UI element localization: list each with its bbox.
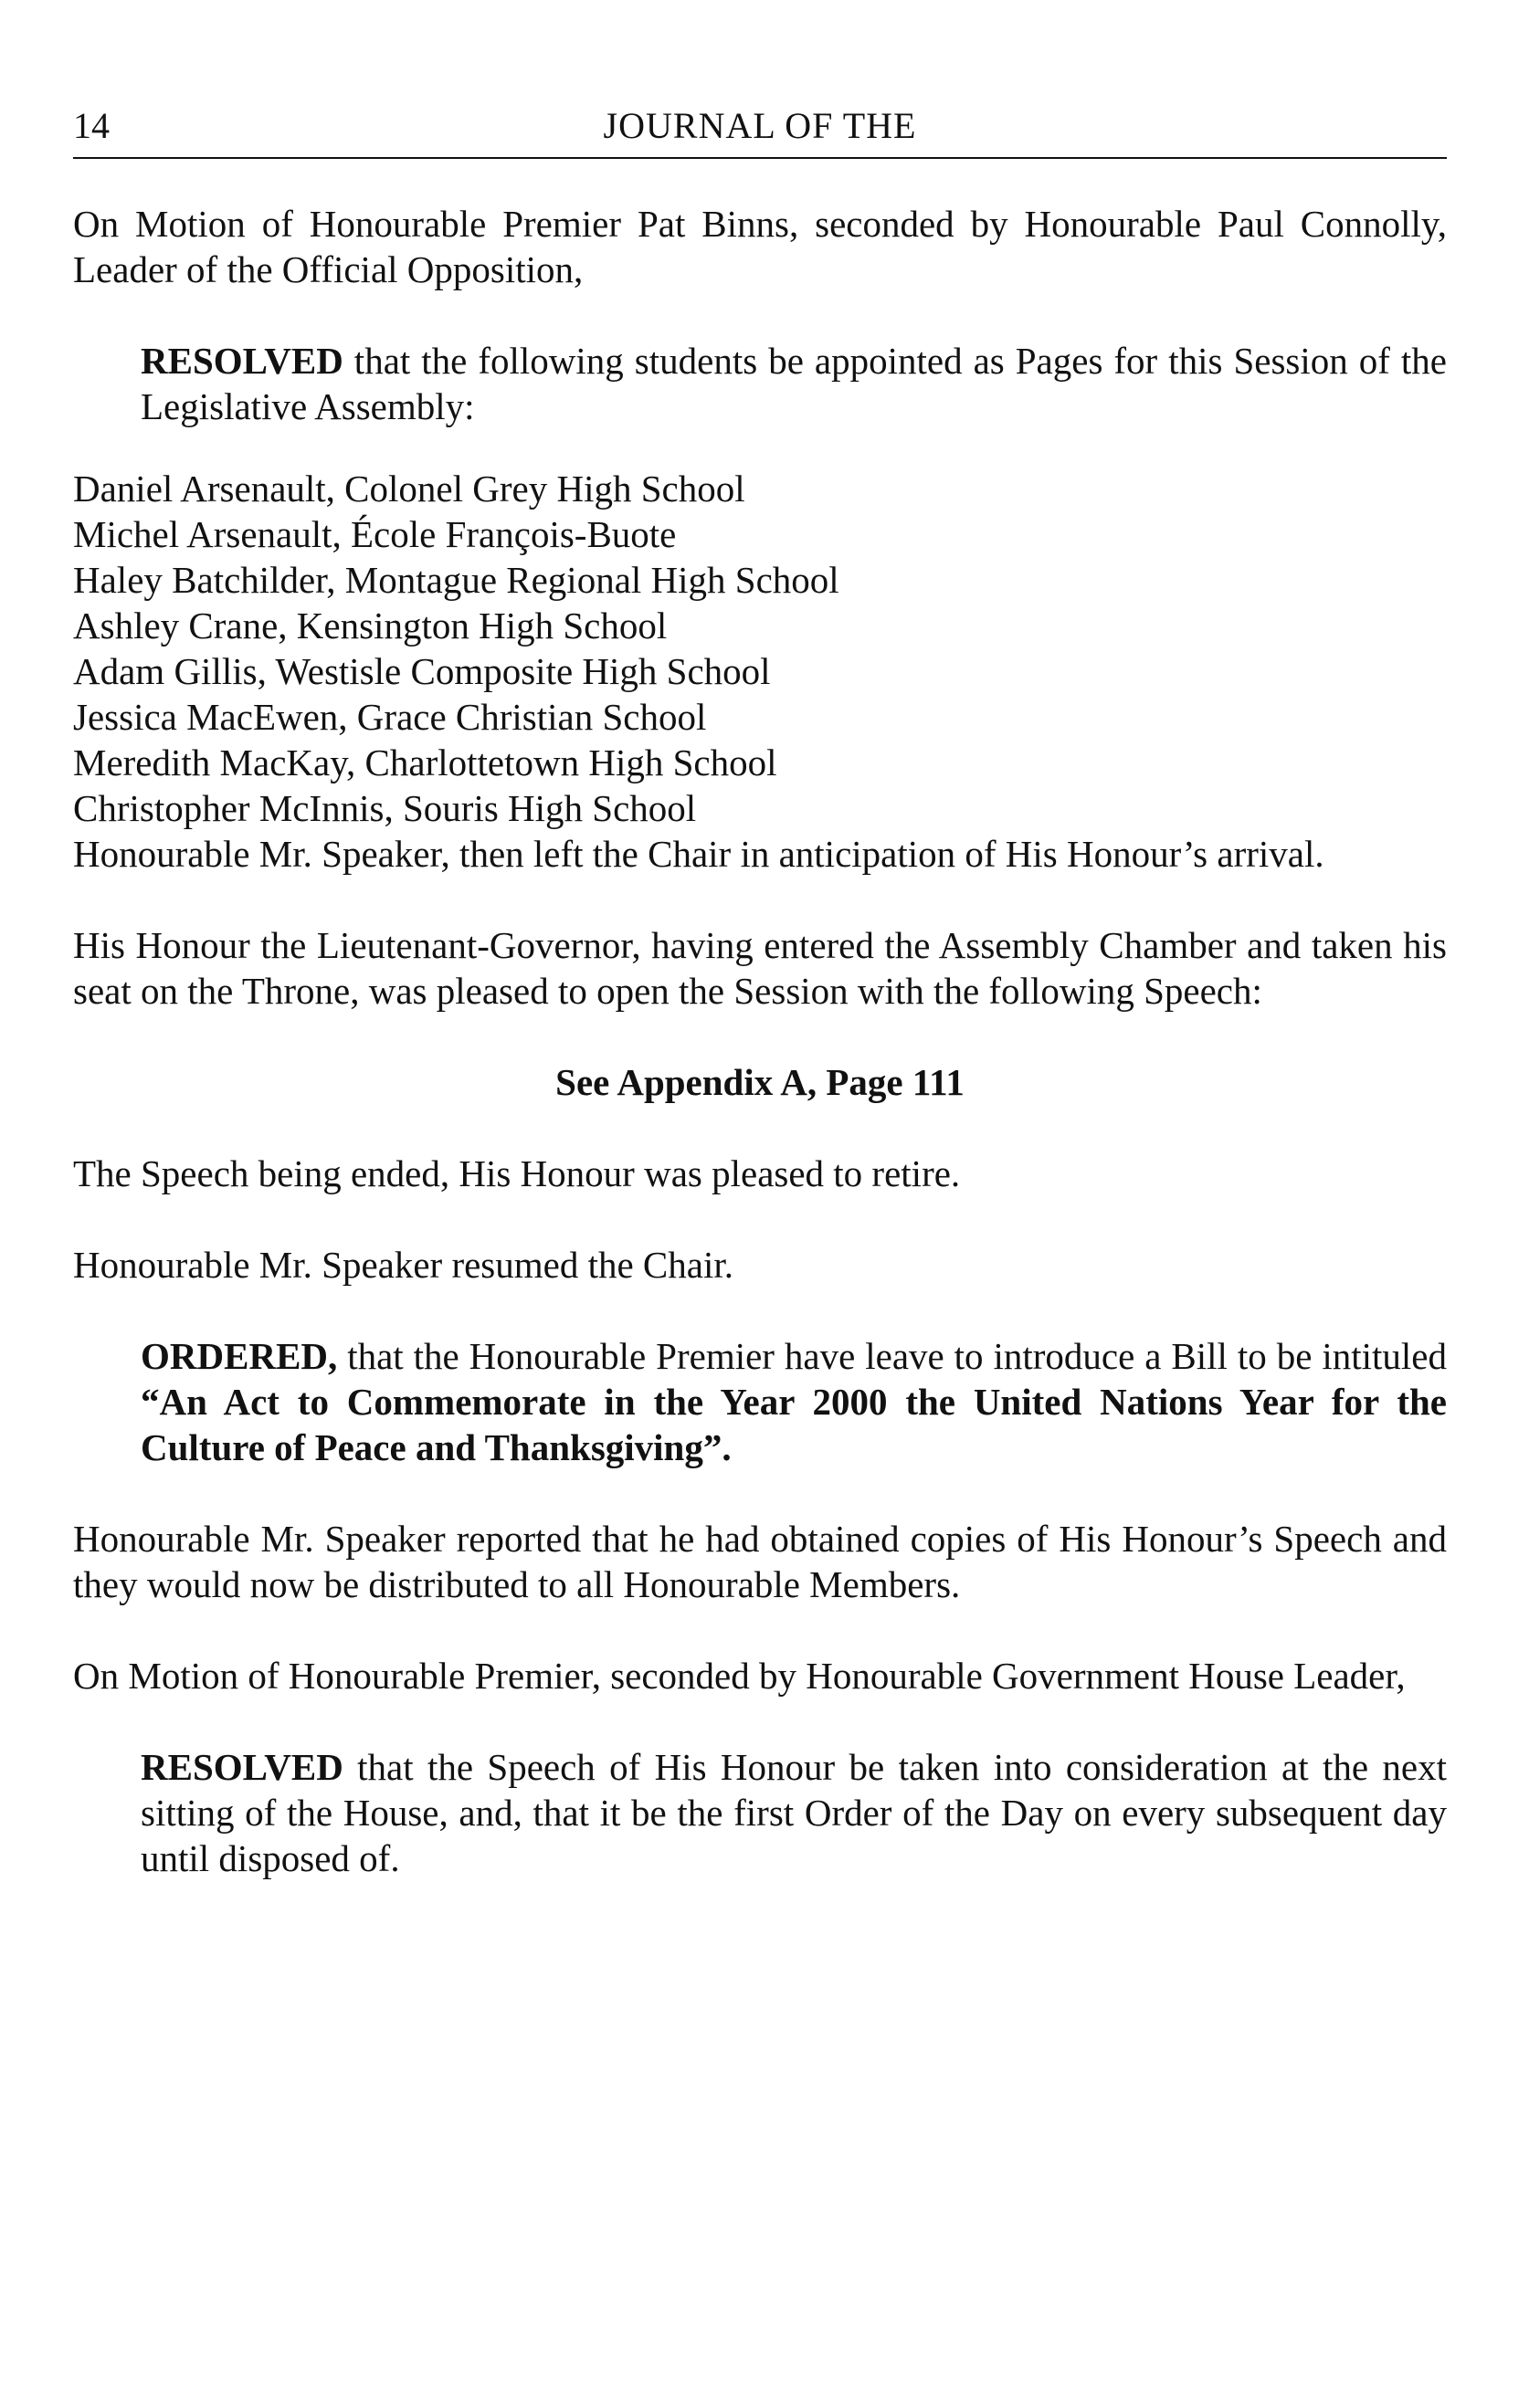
resolved-pages-paragraph [141,338,1447,429]
ordered-paragraph [141,1333,1447,1470]
list-item: Daniel Arsenault, Colonel Grey High School [73,468,745,510]
resolved-lead: RESOLVED [141,340,343,382]
bill-title: “An Act to Commemorate in the Year 2000 the United Nations Year for the Culture of Peace and Thanksgiving”. [141,1381,1447,1468]
list-item: Christopher McInnis, Souris High School [73,787,697,829]
list-item: Haley Batchilder, Montague Regional High School [73,559,839,601]
second-motion-paragraph: On Motion of Honourable Premier, seconded by Honourable Government House Leader, [73,1655,1406,1697]
resolved-text: that the Speech of His Honour be taken into consideration at the next sitting of the House, and, that it be the first Order of the Day on every subsequent day until disposed of. [141,1746,1447,1879]
page-number: 14 [73,105,110,146]
speech-ended-paragraph: The Speech being ended, His Honour was pleased to retire. [73,1152,961,1194]
lieutenant-governor-paragraph: His Honour the Lieutenant-Governor, having entered the Assembly Chamber and taken his seat on the Throne, was pleased to open the Session with the following Speech: [73,924,1447,1012]
page-header [73,102,1447,159]
resolved-text: that the following students be appointed as Pages for this Session of the Legislative Assembly: [141,340,1447,427]
list-item: Adam Gillis, Westisle Composite High School [73,650,771,692]
journal-body [73,201,1447,1881]
ordered-lead: ORDERED, [141,1335,338,1377]
list-item: Jessica MacEwen, Grace Christian School [73,696,707,738]
list-item: Meredith MacKay, Charlottetown High School [73,741,777,783]
list-item: Ashley Crane, Kensington High School [73,605,668,647]
running-title: JOURNAL OF THE [603,105,917,146]
resolved-speech-paragraph [141,1744,1447,1881]
pages-list [73,466,1447,831]
speech-copies-paragraph: Honourable Mr. Speaker reported that he had obtained copies of His Honour’s Speech and they would now be distributed to all Honourable Members. [73,1518,1447,1605]
ordered-text: that the Honourable Premier have leave to introduce a Bill to be intituled [337,1335,1447,1377]
resolved-lead: RESOLVED [141,1746,343,1788]
appendix-reference: See Appendix A, Page 111 [555,1061,965,1103]
list-item: Michel Arsenault, École François-Buote [73,513,677,555]
speaker-resumed-paragraph: Honourable Mr. Speaker resumed the Chair. [73,1244,734,1286]
motion-paragraph: On Motion of Honourable Premier Pat Binns, seconded by Honourable Paul Connolly, Leader of the Official Opposition, [73,203,1447,290]
speaker-left-paragraph: Honourable Mr. Speaker, then left the Chair in anticipation of His Honour’s arrival. [73,833,1324,875]
